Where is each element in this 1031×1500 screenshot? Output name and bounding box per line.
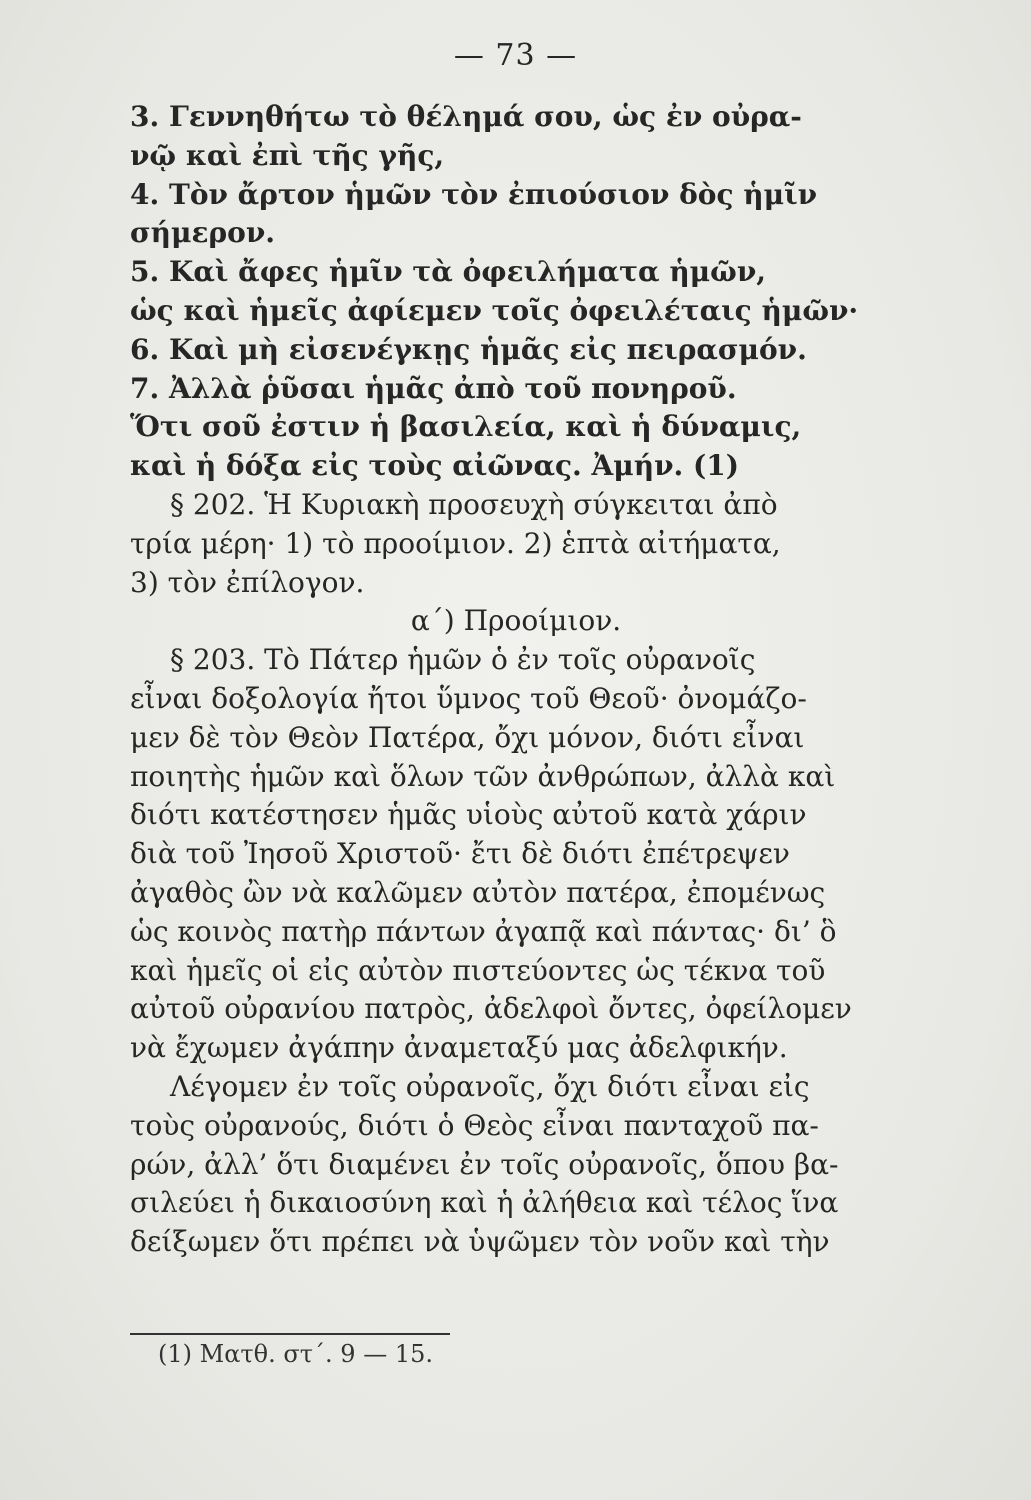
text-line: § 203. Τὸ Πάτερ ἡμῶν ὁ ἐν τοῖς οὐρανοῖς — [170, 643, 756, 677]
text-line: Ὅτι σοῦ ἐστιν ἡ βασιλεία, καὶ ἡ δύναμις, — [130, 410, 802, 444]
text-line: τοὺς οὐρανούς, διότι ὁ Θεὸς εἶναι πανταχοῦ πα- — [130, 1108, 819, 1142]
text-line: § 202. Ἡ Κυριακὴ προσευχὴ σύγκειται ἀπὸ — [170, 487, 778, 521]
text-line: νῷ καὶ ἐπὶ τῆς γῆς, — [130, 138, 445, 172]
text-line: ποιητὴς ἡμῶν καὶ ὅλων τῶν ἀνθρώπων, ἀλλὰ καὶ — [130, 759, 836, 793]
text-line: 4. Τὸν ἄρτον ἡμῶν τὸν ἐπιούσιον δὸς ἡμῖν — [130, 177, 818, 211]
text-line: α΄) Προοίμιον. — [410, 604, 622, 638]
text-line: ὡς καὶ ἡμεῖς ἀφίεμεν τοῖς ὀφειλέταις ἡμῶν· — [130, 293, 859, 327]
text-line: 7. Ἀλλὰ ῥῦσαι ἡμᾶς ἀπὸ τοῦ πονηροῦ. — [130, 371, 737, 405]
text-line: μεν δὲ τὸν Θεὸν Πατέρα, ὄχι μόνον, διότι εἶναι — [130, 720, 805, 754]
text-line: καὶ ἡ δόξα εἰς τοὺς αἰῶνας. Ἀμήν. (1) — [130, 449, 740, 483]
text-line: διὰ τοῦ Ἰησοῦ Χριστοῦ· ἔτι δὲ διότι ἐπέτρεψεν — [130, 837, 790, 871]
text-line: εἶναι δοξολογία ἤτοι ὕμνος τοῦ Θεοῦ· ὀνομάζο- — [130, 681, 807, 715]
text-line: αὐτοῦ οὐρανίου πατρὸς, ἀδελφοὶ ὄντες, ὀφείλομεν — [130, 992, 852, 1026]
body-text — [130, 98, 902, 1262]
text-line: 6. Καὶ μὴ εἰσενέγκῃς ἡμᾶς εἰς πειρασμόν. — [130, 332, 807, 366]
text-line: ἀγαθὸς ὢν νὰ καλῶμεν αὐτὸν πατέρα, ἐπομένως — [130, 875, 826, 909]
text-line: 3. Γεννηθήτω τὸ θέλημά σου, ὡς ἐν οὐρα- — [130, 100, 802, 133]
page-number: — 73 — — [453, 38, 578, 73]
text-line: καὶ ἡμεῖς οἱ εἰς αὐτὸν πιστεύοντες ὡς τέκνα τοῦ — [130, 953, 826, 987]
text-line: ρών, ἀλλ’ ὅτι διαμένει ἐν τοῖς οὐρανοῖς, ὅπου βα- — [130, 1147, 839, 1181]
text-line: διότι κατέστησεν ἡμᾶς υἱοὺς αὐτοῦ κατὰ χάριν — [130, 798, 807, 832]
text-line: τρία μέρη· 1) τὸ προοίμιον. 2) ἑπτὰ αἰτήματα, — [130, 526, 781, 560]
text-line: νὰ ἔχωμεν ἀγάπην ἀναμεταξύ μας ἀδελφικήν. — [130, 1031, 788, 1065]
text-line: ὡς κοινὸς πατὴρ πάντων ἀγαπᾷ καὶ πάντας· δι’ ὃ — [130, 914, 837, 948]
footnote-rule — [130, 1333, 450, 1335]
text-line: Λέγομεν ἐν τοῖς οὐρανοῖς, ὄχι διότι εἶναι εἰς — [170, 1069, 810, 1103]
text-line: σήμερον. — [130, 216, 275, 250]
text-line: σιλεύει ἡ δικαιοσύνη καὶ ἡ ἀλήθεια καὶ τέλος ἵνα — [130, 1186, 839, 1220]
footnote: (1) Ματθ. στ΄. 9 — 15. — [158, 1340, 434, 1368]
text-line: 5. Καὶ ἄφες ἡμῖν τὰ ὀφειλήματα ἡμῶν, — [130, 255, 767, 289]
text-line: 3) τὸν ἐπίλογον. — [130, 565, 365, 599]
text-line: δείξωμεν ὅτι πρέπει νὰ ὑψῶμεν τὸν νοῦν καὶ τὴν — [130, 1225, 830, 1259]
